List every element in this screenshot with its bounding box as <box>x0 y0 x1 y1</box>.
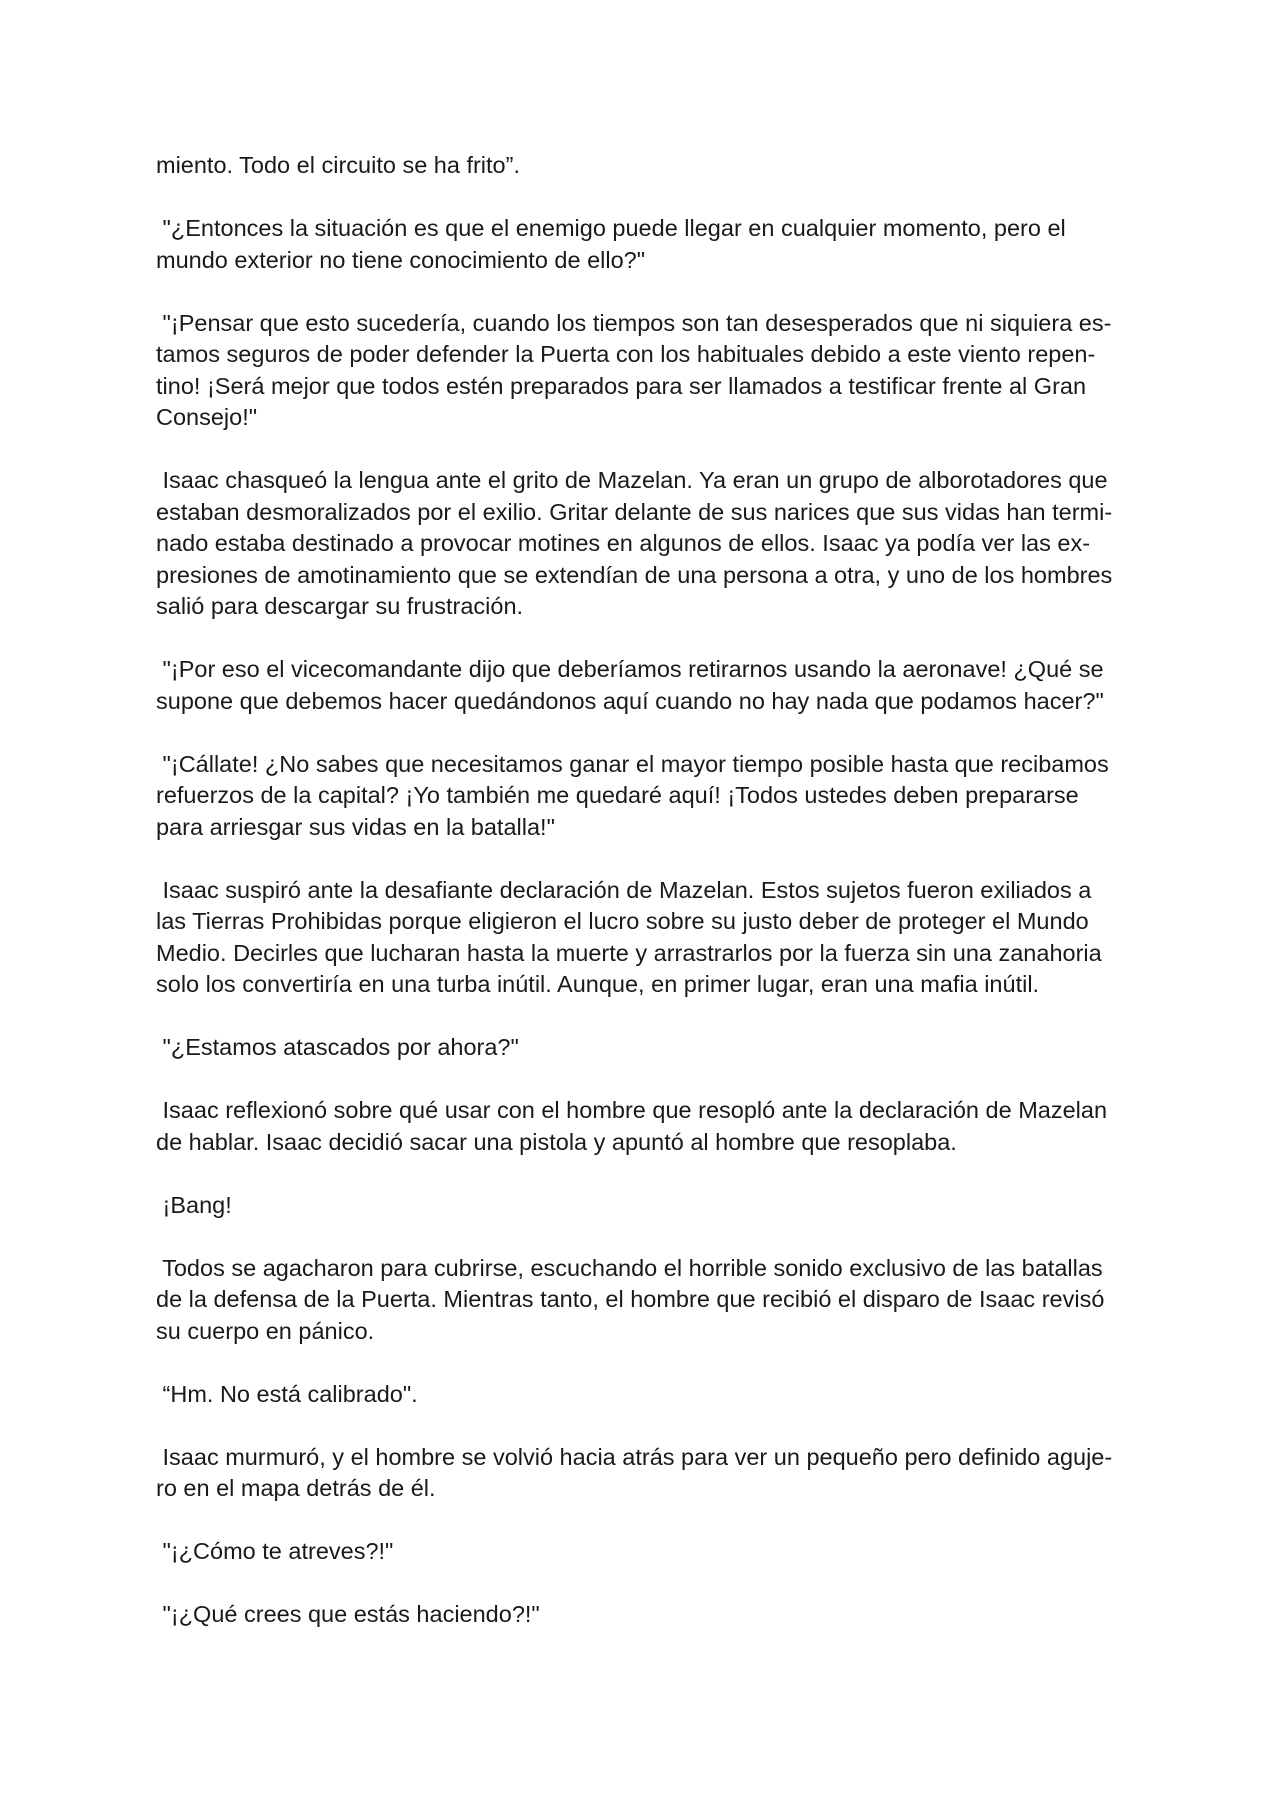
text-line: las Tierras Prohibidas porque eligieron el lucro sobre su justo deber de proteger el Mundo <box>156 908 1089 934</box>
text-line: para arriesgar sus vidas en la batalla!" <box>156 813 555 840</box>
text-line: "¡Pensar que esto sucedería, cuando los tiempos son tan desesperados que ni siquiera es- <box>156 309 1112 336</box>
text-line: "¡Por eso el vicecomandante dijo que deberíamos retirarnos usando la aeronave! ¿Qué se <box>156 656 1104 682</box>
text-line: de hablar. Isaac decidió sacar una pistola y apuntó al hombre que resoplaba. <box>156 1128 957 1155</box>
text-line: ro en el mapa detrás de él. <box>156 1475 436 1501</box>
text-line: solo los convertiría en una turba inútil. Aunque, en primer lugar, eran una mafia inútil. <box>156 971 1040 997</box>
text-line: Isaac chasqueó la lengua ante el grito de Mazelan. Ya eran un grupo de alborotadores que <box>156 467 1108 493</box>
text-line: presiones de amotinamiento que se extendían de una persona a otra, y uno de los hombres <box>156 561 1113 588</box>
paragraph <box>156 875 1131 1001</box>
paragraph <box>156 1599 1131 1631</box>
paragraph <box>156 213 1131 276</box>
paragraph <box>156 1095 1131 1158</box>
paragraph <box>156 1442 1131 1505</box>
paragraph <box>156 150 1131 182</box>
text-line: salió para descargar su frustración. <box>156 593 524 619</box>
text-line: “Hm. No está calibrado". <box>156 1380 418 1407</box>
paragraph <box>156 308 1131 434</box>
text-line: estaban desmoralizados por el exilio. Gritar delante de sus narices que sus vidas han termi- <box>156 498 1113 525</box>
text-line: "¡Cállate! ¿No sabes que necesitamos ganar el mayor tiempo posible hasta que recibamos <box>156 750 1109 777</box>
text-line: Todos se agacharon para cubrirse, escuchando el horrible sonido exclusivo de las batallas <box>156 1254 1103 1281</box>
paragraph <box>156 654 1131 717</box>
paragraph <box>156 1379 1131 1411</box>
paragraph <box>156 1536 1131 1568</box>
text-line: Medio. Decirles que lucharan hasta la muerte y arrastrarlos por la fuerza sin una zanahoria <box>156 939 1102 966</box>
text-line: tino! ¡Será mejor que todos estén preparados para ser llamados a testificar frente al Gran <box>156 372 1087 399</box>
text-line: Isaac reflexionó sobre qué usar con el hombre que resopló ante la declaración de Mazelan <box>156 1097 1108 1123</box>
document-page <box>156 150 1131 1662</box>
text-line: de la defensa de la Puerta. Mientras tanto, el hombre que recibió el disparo de Isaac revisó <box>156 1286 1105 1312</box>
paragraph <box>156 749 1131 844</box>
text-line: ¡Bang! <box>156 1191 232 1218</box>
text-line: "¿Estamos atascados por ahora?" <box>156 1034 519 1060</box>
text-line: Isaac murmuró, y el hombre se volvió hacia atrás para ver un pequeño pero definido aguje- <box>156 1443 1113 1470</box>
text-line: su cuerpo en pánico. <box>156 1317 375 1344</box>
text-line: supone que debemos hacer quedándonos aquí cuando no hay nada que podamos hacer?" <box>156 687 1104 714</box>
text-line: Consejo!" <box>156 404 258 430</box>
paragraph <box>156 1253 1131 1348</box>
text-line: "¡¿Cómo te atreves?!" <box>156 1538 394 1564</box>
paragraph <box>156 1032 1131 1064</box>
text-line: nado estaba destinado a provocar motines en algunos de ellos. Isaac ya podía ver las ex- <box>156 530 1091 556</box>
paragraph <box>156 1190 1131 1222</box>
text-line: tamos seguros de poder defender la Puerta con los habituales debido a este viento repen- <box>156 341 1096 367</box>
paragraph <box>156 465 1131 623</box>
text-line: miento. Todo el circuito se ha frito”. <box>156 152 520 178</box>
text-line: mundo exterior no tiene conocimiento de ello?" <box>156 246 646 273</box>
text-line: Isaac suspiró ante la desafiante declaración de Mazelan. Estos sujetos fueron exiliados a <box>156 876 1092 903</box>
text-line: "¡¿Qué crees que estás haciendo?!" <box>156 1601 540 1627</box>
text-line: refuerzos de la capital? ¡Yo también me quedaré aquí! ¡Todos ustedes deben prepararse <box>156 782 1079 808</box>
text-line: "¿Entonces la situación es que el enemigo puede llegar en cualquier momento, pero el <box>156 215 1066 241</box>
